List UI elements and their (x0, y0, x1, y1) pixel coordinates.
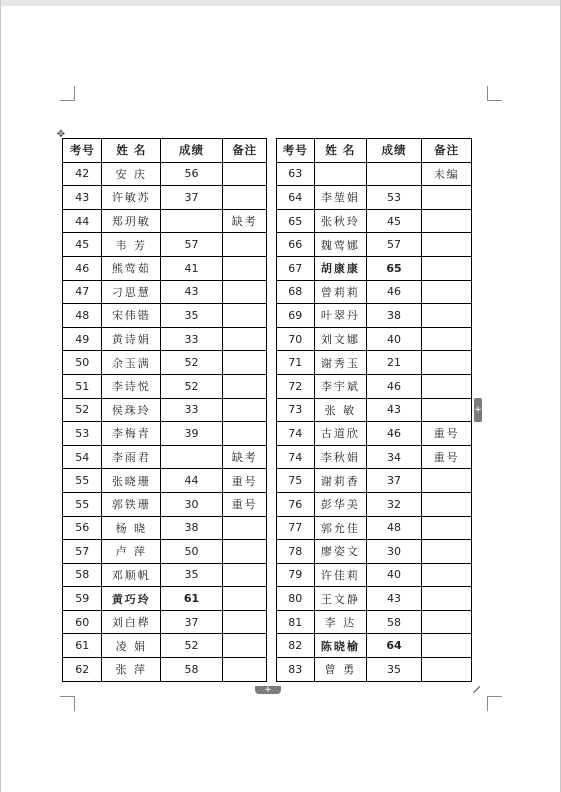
column-gap (267, 445, 276, 469)
right-name-cell: 李宇斌 (315, 374, 367, 398)
left-note-cell (222, 351, 267, 375)
left-score-cell: 58 (161, 658, 223, 682)
left-note-cell (222, 540, 267, 564)
right-name-cell: 叶翠丹 (315, 304, 367, 328)
table-header-row (63, 139, 472, 163)
left-score-cell: 52 (161, 634, 223, 658)
left-name-cell: 刘白桦 (102, 610, 161, 634)
table-row (63, 610, 472, 634)
right-no-cell: 76 (276, 492, 314, 516)
left-no-cell: 51 (63, 374, 102, 398)
table-row (63, 563, 472, 587)
add-column-button[interactable]: + (474, 398, 482, 422)
table-row (63, 209, 472, 233)
left-no-cell: 45 (63, 233, 102, 257)
right-name-cell: 谢莉香 (315, 469, 367, 493)
left-name-cell: 张晓珊 (102, 469, 161, 493)
right-name-cell: 古道欣 (315, 422, 367, 446)
left-no-cell: 48 (63, 304, 102, 328)
right-no-cell: 68 (276, 280, 314, 304)
left-note-cell (222, 327, 267, 351)
left-score-cell: 52 (161, 351, 223, 375)
table-row (63, 492, 472, 516)
right-no-cell: 83 (276, 658, 314, 682)
column-gap (267, 304, 276, 328)
right-note-cell (422, 469, 472, 493)
right-no-cell: 74 (276, 445, 314, 469)
right-note-cell (422, 610, 472, 634)
column-gap (267, 587, 276, 611)
right-name-cell: 陈晓榆 (315, 634, 367, 658)
right-name-cell: 曾莉莉 (315, 280, 367, 304)
right-name-cell (315, 162, 367, 186)
table-row (63, 469, 472, 493)
left-name-cell: 黄巧玲 (102, 587, 161, 611)
left-name-cell: 黄诗娟 (102, 327, 161, 351)
right-note-cell: 重号 (422, 445, 472, 469)
column-gap (267, 256, 276, 280)
left-no-cell: 42 (63, 162, 102, 186)
right-name-cell: 胡康康 (315, 256, 367, 280)
column-gap (267, 186, 276, 210)
left-name-cell: 张 萍 (102, 658, 161, 682)
right-note-cell (422, 540, 472, 564)
table-row (63, 422, 472, 446)
table-row (63, 351, 472, 375)
column-gap (267, 374, 276, 398)
left-name-cell: 郑玥敏 (102, 209, 161, 233)
left-no-cell: 60 (63, 610, 102, 634)
right-score-cell: 58 (366, 610, 422, 634)
column-gap (267, 351, 276, 375)
left-name-cell: 安 庆 (102, 162, 161, 186)
header-note-right: 备注 (422, 139, 472, 163)
right-note-cell (422, 374, 472, 398)
right-score-cell (366, 162, 422, 186)
right-no-cell: 79 (276, 563, 314, 587)
right-no-cell: 73 (276, 398, 314, 422)
right-no-cell: 78 (276, 540, 314, 564)
right-no-cell: 63 (276, 162, 314, 186)
column-gap (267, 516, 276, 540)
right-name-cell: 曾 勇 (315, 658, 367, 682)
right-name-cell: 张秋玲 (315, 209, 367, 233)
left-note-cell (222, 422, 267, 446)
column-gap (267, 139, 276, 163)
right-note-cell (422, 351, 472, 375)
left-no-cell: 62 (63, 658, 102, 682)
right-note-cell (422, 516, 472, 540)
left-name-cell: 韦 芳 (102, 233, 161, 257)
column-gap (267, 327, 276, 351)
table-row (63, 304, 472, 328)
left-note-cell (222, 374, 267, 398)
right-score-cell: 38 (366, 304, 422, 328)
column-gap (267, 492, 276, 516)
left-note-cell (222, 610, 267, 634)
right-no-cell: 64 (276, 186, 314, 210)
right-name-cell: 谢秀玉 (315, 351, 367, 375)
left-no-cell: 54 (63, 445, 102, 469)
right-note-cell (422, 256, 472, 280)
left-no-cell: 44 (63, 209, 102, 233)
left-no-cell: 55 (63, 469, 102, 493)
left-no-cell: 57 (63, 540, 102, 564)
column-gap (267, 540, 276, 564)
left-score-cell: 44 (161, 469, 223, 493)
left-name-cell: 李梅青 (102, 422, 161, 446)
table-row (63, 162, 472, 186)
header-name-left: 姓 名 (102, 139, 161, 163)
left-note-cell (222, 186, 267, 210)
right-name-cell: 彭华美 (315, 492, 367, 516)
right-score-cell: 46 (366, 280, 422, 304)
left-name-cell: 卢 萍 (102, 540, 161, 564)
right-name-cell: 廖姿文 (315, 540, 367, 564)
right-no-cell: 70 (276, 327, 314, 351)
left-score-cell: 30 (161, 492, 223, 516)
left-no-cell: 55 (63, 492, 102, 516)
right-score-cell: 46 (366, 422, 422, 446)
left-name-cell: 郭铁珊 (102, 492, 161, 516)
right-score-cell: 35 (366, 658, 422, 682)
table-row (63, 186, 472, 210)
left-note-cell (222, 634, 267, 658)
right-name-cell: 刘文娜 (315, 327, 367, 351)
column-gap (267, 634, 276, 658)
right-score-cell: 57 (366, 233, 422, 257)
right-score-cell: 53 (366, 186, 422, 210)
left-score-cell: 56 (161, 162, 223, 186)
crop-mark-bottom-left (60, 696, 75, 711)
right-name-cell: 李 达 (315, 610, 367, 634)
right-name-cell: 魏莺娜 (315, 233, 367, 257)
add-row-button[interactable]: + (255, 686, 281, 694)
right-name-cell: 王文静 (315, 587, 367, 611)
right-note-cell (422, 327, 472, 351)
left-note-cell (222, 587, 267, 611)
right-score-cell: 64 (366, 634, 422, 658)
left-score-cell: 57 (161, 233, 223, 257)
left-score-cell: 33 (161, 327, 223, 351)
header-name-right: 姓 名 (315, 139, 367, 163)
right-no-cell: 71 (276, 351, 314, 375)
left-no-cell: 50 (63, 351, 102, 375)
column-gap (267, 280, 276, 304)
left-score-cell: 37 (161, 610, 223, 634)
right-no-cell: 74 (276, 422, 314, 446)
left-note-cell (222, 658, 267, 682)
left-name-cell: 余玉满 (102, 351, 161, 375)
left-name-cell: 凌 娟 (102, 634, 161, 658)
right-note-cell (422, 209, 472, 233)
right-score-cell: 21 (366, 351, 422, 375)
right-note-cell (422, 587, 472, 611)
left-name-cell: 宋伟锴 (102, 304, 161, 328)
left-no-cell: 46 (63, 256, 102, 280)
left-name-cell: 侯珠玲 (102, 398, 161, 422)
table-row (63, 634, 472, 658)
table-row (63, 280, 472, 304)
right-score-cell: 48 (366, 516, 422, 540)
table-row (63, 587, 472, 611)
left-score-cell: 50 (161, 540, 223, 564)
left-no-cell: 61 (63, 634, 102, 658)
right-note-cell (422, 186, 472, 210)
right-no-cell: 75 (276, 469, 314, 493)
left-note-cell: 重号 (222, 492, 267, 516)
left-name-cell: 熊莺茹 (102, 256, 161, 280)
right-score-cell: 37 (366, 469, 422, 493)
left-score-cell: 33 (161, 398, 223, 422)
right-note-cell (422, 634, 472, 658)
left-score-cell: 38 (161, 516, 223, 540)
right-score-cell: 46 (366, 374, 422, 398)
table-row (63, 658, 472, 682)
right-note-cell: 未编 (422, 162, 472, 186)
table-row (63, 445, 472, 469)
crop-mark-top-left (60, 86, 75, 101)
right-note-cell (422, 563, 472, 587)
column-gap (267, 563, 276, 587)
right-score-cell: 30 (366, 540, 422, 564)
column-gap (267, 162, 276, 186)
header-exam-no-right: 考号 (276, 139, 314, 163)
left-note-cell (222, 162, 267, 186)
column-gap (267, 610, 276, 634)
right-no-cell: 72 (276, 374, 314, 398)
table-resize-handle-icon[interactable] (473, 686, 480, 693)
table-row (63, 327, 472, 351)
left-name-cell: 许敏苏 (102, 186, 161, 210)
right-score-cell: 65 (366, 256, 422, 280)
table-row (63, 374, 472, 398)
right-no-cell: 69 (276, 304, 314, 328)
right-name-cell: 许佳莉 (315, 563, 367, 587)
left-no-cell: 49 (63, 327, 102, 351)
header-score-left: 成绩 (161, 139, 223, 163)
right-no-cell: 66 (276, 233, 314, 257)
left-note-cell (222, 516, 267, 540)
left-note-cell (222, 280, 267, 304)
header-score-right: 成绩 (366, 139, 422, 163)
right-name-cell: 郭允佳 (315, 516, 367, 540)
table-row (63, 540, 472, 564)
left-score-cell (161, 209, 223, 233)
header-exam-no-left: 考号 (63, 139, 102, 163)
left-name-cell: 杨 晓 (102, 516, 161, 540)
left-name-cell: 李雨君 (102, 445, 161, 469)
left-no-cell: 43 (63, 186, 102, 210)
crop-mark-bottom-right (487, 696, 502, 711)
right-score-cell: 43 (366, 398, 422, 422)
left-score-cell (161, 445, 223, 469)
right-note-cell (422, 280, 472, 304)
column-gap (267, 469, 276, 493)
table-row (63, 398, 472, 422)
right-score-cell: 43 (366, 587, 422, 611)
right-note-cell (422, 492, 472, 516)
left-note-cell: 重号 (222, 469, 267, 493)
left-no-cell: 47 (63, 280, 102, 304)
right-score-cell: 34 (366, 445, 422, 469)
column-gap (267, 422, 276, 446)
right-score-cell: 45 (366, 209, 422, 233)
left-score-cell: 43 (161, 280, 223, 304)
left-no-cell: 59 (63, 587, 102, 611)
header-note-left: 备注 (222, 139, 267, 163)
column-gap (267, 398, 276, 422)
left-note-cell (222, 398, 267, 422)
score-table (62, 138, 472, 682)
crop-mark-top-right (487, 86, 502, 101)
right-no-cell: 67 (276, 256, 314, 280)
right-no-cell: 82 (276, 634, 314, 658)
left-score-cell: 61 (161, 587, 223, 611)
left-note-cell (222, 256, 267, 280)
right-note-cell (422, 658, 472, 682)
left-score-cell: 41 (161, 256, 223, 280)
left-score-cell: 35 (161, 563, 223, 587)
left-no-cell: 52 (63, 398, 102, 422)
window-top-edge (0, 0, 561, 6)
right-name-cell: 李堃娟 (315, 186, 367, 210)
right-name-cell: 李秋娟 (315, 445, 367, 469)
right-no-cell: 77 (276, 516, 314, 540)
table-row (63, 233, 472, 257)
left-name-cell: 李诗悦 (102, 374, 161, 398)
right-note-cell (422, 233, 472, 257)
right-score-cell: 32 (366, 492, 422, 516)
left-score-cell: 39 (161, 422, 223, 446)
left-note-cell: 缺考 (222, 445, 267, 469)
right-no-cell: 65 (276, 209, 314, 233)
right-note-cell (422, 304, 472, 328)
right-name-cell: 张 敏 (315, 398, 367, 422)
right-no-cell: 81 (276, 610, 314, 634)
column-gap (267, 658, 276, 682)
column-gap (267, 209, 276, 233)
right-score-cell: 40 (366, 563, 422, 587)
left-name-cell: 刁思慧 (102, 280, 161, 304)
left-no-cell: 58 (63, 563, 102, 587)
left-note-cell: 缺考 (222, 209, 267, 233)
left-score-cell: 35 (161, 304, 223, 328)
left-note-cell (222, 304, 267, 328)
table-row (63, 516, 472, 540)
right-score-cell: 40 (366, 327, 422, 351)
column-gap (267, 233, 276, 257)
left-name-cell: 邓顺帆 (102, 563, 161, 587)
right-note-cell (422, 398, 472, 422)
left-no-cell: 53 (63, 422, 102, 446)
left-score-cell: 37 (161, 186, 223, 210)
left-note-cell (222, 233, 267, 257)
left-no-cell: 56 (63, 516, 102, 540)
table-move-handle-icon[interactable]: ✥ (56, 128, 66, 140)
right-no-cell: 80 (276, 587, 314, 611)
table-row (63, 256, 472, 280)
right-note-cell: 重号 (422, 422, 472, 446)
left-score-cell: 52 (161, 374, 223, 398)
left-note-cell (222, 563, 267, 587)
